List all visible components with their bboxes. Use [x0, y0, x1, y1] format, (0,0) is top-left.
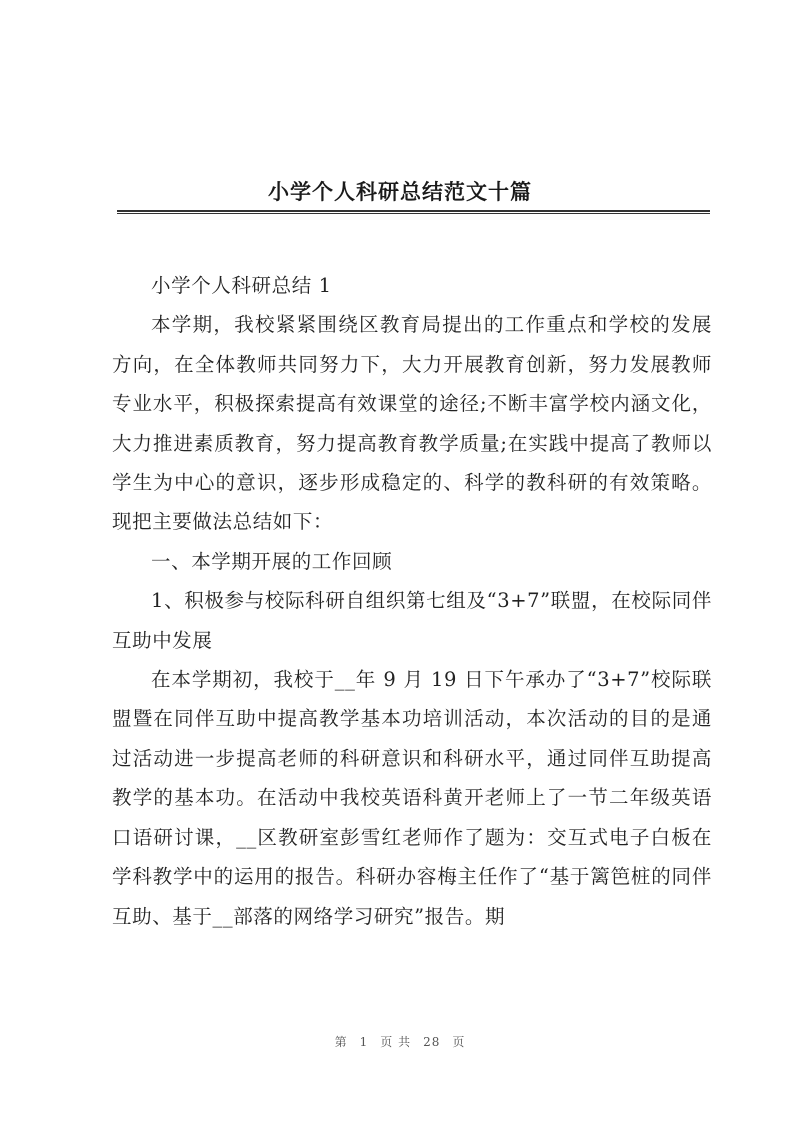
paragraph: 1、积极参与校际科研自组织第七组及“3+7”联盟，在校际同伴互助中发展: [112, 589, 712, 652]
paragraph: 一、本学期开展的工作回顾: [151, 549, 393, 573]
page-title: 小学个人科研总结范文十篇: [268, 179, 532, 205]
section-heading: 小学个人科研总结 1: [151, 274, 332, 297]
footer-total-pages: 28: [423, 1035, 441, 1049]
paragraph: 本学期，我校紧紧围绕区教育局提出的工作重点和学校的发展方向，在全体教师共同努力下，大力开展教育创新，努力发展教师专业水平，积极探索提高有效课堂的途径;不断丰富学校内涵文化，大力推进素质教育，努力提高教育教学质量;在实践中提高了教师以学生为中心的意识，逐步形成稳定的、科学的教科研的有效策略。现把主要做法总结如下：: [112, 313, 712, 534]
footer-middle: 页 共: [380, 1035, 412, 1049]
footer-current-page: 1: [359, 1035, 369, 1049]
footer-prefix: 第: [334, 1035, 348, 1049]
page-footer: [0, 1033, 800, 1050]
footer-suffix: 页: [452, 1035, 466, 1049]
document-body: [112, 266, 712, 936]
title-divider: [117, 210, 710, 214]
paragraph: 在本学期初，我校于__年 9 月 19 日下午承办了“3+7”校际联盟暨在同伴互助中提高教学基本功培训活动，本次活动的目的是通过活动进一步提高老师的科研意识和科研水平，通过同伴互助提高教学的基本功。在活动中我校英语科黄开老师上了一节二年级英语口语研讨课，__区教研室彭雪红老师作了题为：交互式电子白板在学科教学中的运用的报告。科研办容梅主任作了“基于篱笆桩的同伴互助、基于__部落的网络学习研究”报告。期: [112, 668, 712, 928]
